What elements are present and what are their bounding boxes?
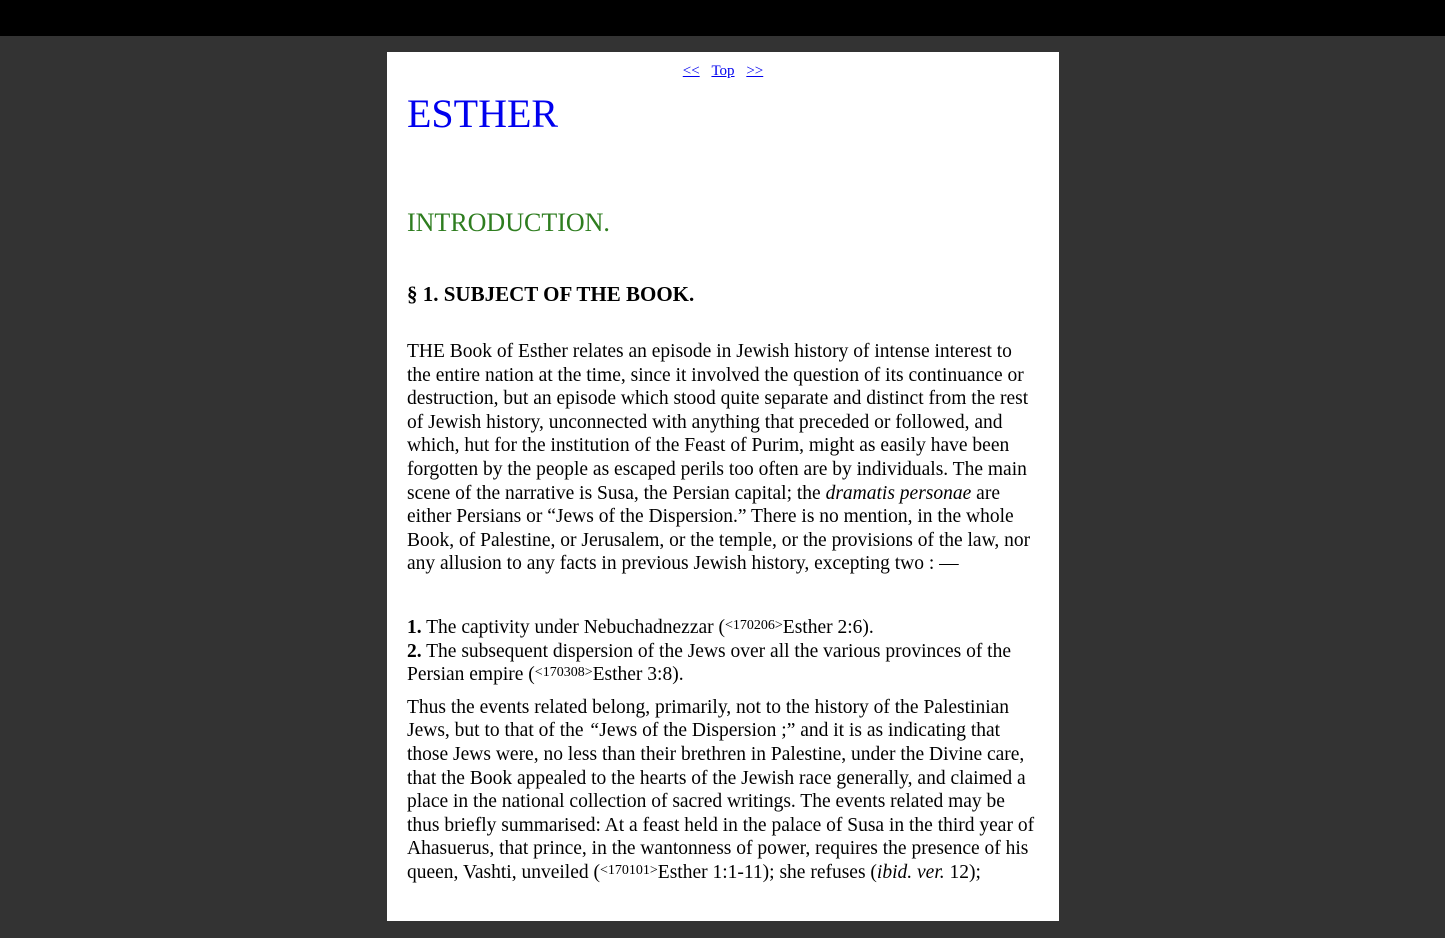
scripture-citation-link[interactable]: Esther 2:6	[782, 616, 863, 638]
paragraph-text: ); she refuses (	[762, 861, 877, 883]
list-item	[407, 641, 1011, 686]
paragraph-text: Thus the events related belong, primarily, not to the history of the Palestinian Jews, but to that of the	[407, 696, 1010, 742]
section-heading: § 1. SUBJECT OF THE BOOK.	[407, 282, 695, 306]
list-item-number: 2.	[407, 640, 422, 662]
next-link[interactable]: >>	[746, 63, 764, 79]
italic-phrase: dramatis personae	[825, 482, 972, 504]
scripture-ref-code: <170308>	[534, 665, 593, 681]
paragraph-text: THE Book of Esther relates an episode in Jewish history of intense interest to the entire nation at the time, since it involved the question of its continuance or destruction, but an episode which stood quite separate and distinct from the rest of Jewish history, unconnected with anything that preceded or followed, and which, hut for the institution of the Feast of Purim, might as easily have been forgotten by the people as escaped perils too often are by individuals. The main scene of the narrative is Susa, the Persian capital; the	[407, 341, 1029, 504]
italic-phrase: ibid. ver.	[876, 861, 945, 883]
top-link[interactable]: Top	[711, 63, 735, 79]
scripture-citation-link[interactable]: Esther 1:1-11	[657, 861, 763, 883]
facts-list	[407, 616, 1039, 687]
list-item-number: 1.	[407, 616, 422, 638]
scripture-ref-code: <170101>	[599, 862, 658, 878]
book-title: ESTHER	[407, 91, 559, 136]
paragraph-text: 12);	[944, 861, 981, 883]
introduction-heading: INTRODUCTION.	[407, 208, 610, 237]
prev-link[interactable]: <<	[682, 63, 700, 79]
paragraph-subject	[407, 340, 1039, 576]
list-item-text: The subsequent dispersion of the Jews over all the various provinces of the Persian empire (	[407, 640, 1012, 686]
scripture-citation-link[interactable]: Esther 3:8	[592, 664, 673, 686]
paragraph-summary	[407, 696, 1039, 885]
list-item-text: The captivity under Nebuchadnezzar (	[421, 616, 725, 638]
paragraph-text: are either Persians or “Jews of the Dispersion.” There is no mention, in the whole Book, of Palestine, or Jerusalem, or the temple, or the provisions of the law, nor any allusion to any facts in previous Jewish history, excepting two : —	[407, 482, 1031, 575]
scripture-ref-code: <170206>	[725, 617, 783, 633]
page-navigation	[407, 62, 1039, 80]
italic-quote-mark: “	[588, 720, 600, 742]
list-item-end: ).	[672, 664, 684, 686]
browser-top-bar	[0, 0, 1445, 36]
list-item	[407, 617, 874, 638]
document-page	[387, 52, 1059, 921]
paragraph-text: Jews of the Dispersion ;” and it is as indicating that those Jews were, no less than their brethren in Palestine, under the Divine care, that the Book appealed to the hearts of the Jewish race generally, and claimed a place in the national collection of sacred writings. The events related may be thus briefly summarised: At a feast held in the palace of Susa in the third year of Ahasuerus, that prince, in the wantonness of power, requires the presence of his queen, Vashti, unveiled (	[407, 720, 1035, 883]
list-item-end: ).	[862, 616, 874, 638]
